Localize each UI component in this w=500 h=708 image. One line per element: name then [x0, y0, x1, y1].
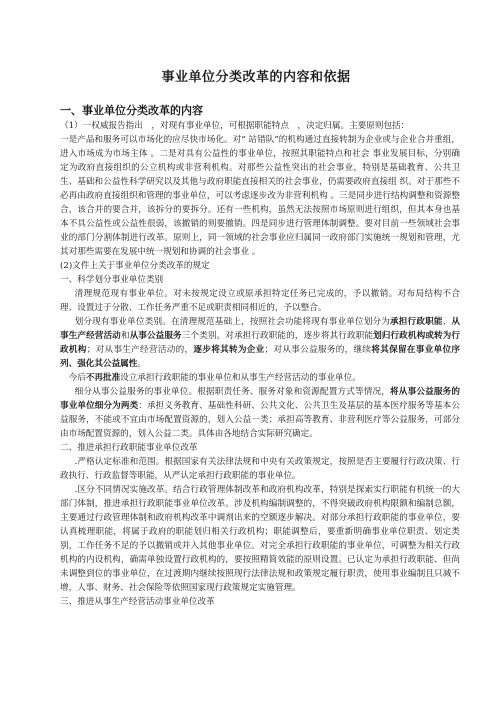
paragraph-differentiated-reform: .区分不同情况实施改革。结合行政管理体制改革和政府机构改革，特别是探索实行职能有机统一的大部门体制，推进承担行政职能事业单位改革。涉及机构编制调整的，不得突破政府机构限额和编制总额，主要通过行政管理体制和政府机构改革中调剂出来的空额逐步解决。对部分承担行政职能的事业单位，要认真梳理职能，将属于政府的职能划归相关行政机构；职能调整后，要重新明确事业单位职责、划定类别，工作任务不足的予以撤销或并入其他事业单位。对完全承担行政职能的事业单位，可调整为相关行政机构的内设机构，确需单独设置行政机构的，要按照精简效能的原则设置。已认定为承担行政职能、但尚未调整到位的事业单位，在过渡期内继续按照现行法律法规和政策规定履行职责，使用事业编制且只减不增，人事、财务、社会保险等依照国家现行政策规定实施管理。 [60, 485, 460, 593]
paragraph-strict-standards: .严格认定标准和范围。根据国家有关法律法规和中央有关政策规定，按照是否主要履行行政决策、行政执行、行政监督等职能，从严认定承担行政职能的事业单位。 [60, 457, 460, 481]
subheading-administrative-reform: 二、推进承担行政职能事业单位改革 [60, 443, 198, 453]
paragraph-authority-report: （1）一权威报告指出 ，对现有事业单位，可根据职能特点 ，决定归属。主要原则包括： [60, 121, 410, 131]
paragraph-document-provisions: (2)文件上关于事业单位分类改革的规定 [60, 261, 210, 271]
section-heading: 一、事业单位分类改革的内容 [60, 104, 203, 117]
paragraph-no-approval: 今后不再批准设立承担行政职能的事业单位和从事生产经营活动的事业单位。 [68, 373, 361, 383]
paragraph-subdivide-public-service: 细分从事公益服务的事业单位。根据职责任务、服务对象和资源配置方式等情况，将从事公益服务的事业单位细分为两类：承担义务教育、基础性科研、公共文化、公共卫生及基层的基本医疗服务等基本公益服务，不能或不宜由市场配置资源的，划入公益一类；承担高等教育、非营利医疗等公益服务，可部分由市场配置资源的，划入公益二类。具体由各地结合实际研究确定。 [60, 387, 460, 439]
paragraph-principles: 一是产品和服务可以市场化的应尽快市场化。对“ 站错队”的机构通过直接转制为企业或与企业合并重组，进入市场成为市场主体 。二是对具有公益性的事业单位，按照其职能特点和社会 事业发展目标，分别确定为政府直接组织的公立机构或非营利机构。对那些公益性突出的社会事业，特别是基础教育、公共卫 生、基础和公益性科学研究以及其他与政府职能直接相关的社会事业，仍需要政府直接组 织。对于那些不必再由政府直接组织和管理的事业单位，可以考虑逐步改为非营利机构 。三是同步进行结构调整和资源整合，该合并的要合并，该拆分的要拆分。还有一些机构，虽然无法按照市场原则进行组织，但其本身也基本不具公益性或公益性很弱，该撤销的则要撤销。四是同步进行管理体制调整。要对目前一些领域社会事业的部门分割体制进行改革。原则上，同一领域的社会事业应归属同一政府部门实施统一规划和管理，尤其对那些需要在发展中统一规划和协调的社会事业 。 [60, 135, 460, 257]
subheading-classify: 一、科学划分事业单位类别 [60, 275, 164, 285]
paragraph-clean-up: 清理规范现有事业单位。对未按规定设立或原承担特定任务已完成的，予以撤销。对布局结构不合理、设置过于分散、工作任务严重不足或职责相同相近的，予以整合。 [60, 289, 460, 313]
subheading-business-reform: 三、推进从事生产经营活动事业单位改革 [60, 597, 215, 607]
paragraph-divide-categories: 划分现有事业单位类别。在清理规范基础上，按照社会功能将现有事业单位划分为承担行政职能、从事生产经营活动和从事公益服务三个类别。对承担行政职能的，逐步将其行政职能划归行政机构或转为行政机构；对从事生产经营活动的，逐步将其转为企业；对从事公益服务的，继续将其保留在事业单位序列、强化其公益属性。 [60, 317, 460, 369]
document-title: 事业单位分类改革的内容和依据 [161, 70, 351, 85]
